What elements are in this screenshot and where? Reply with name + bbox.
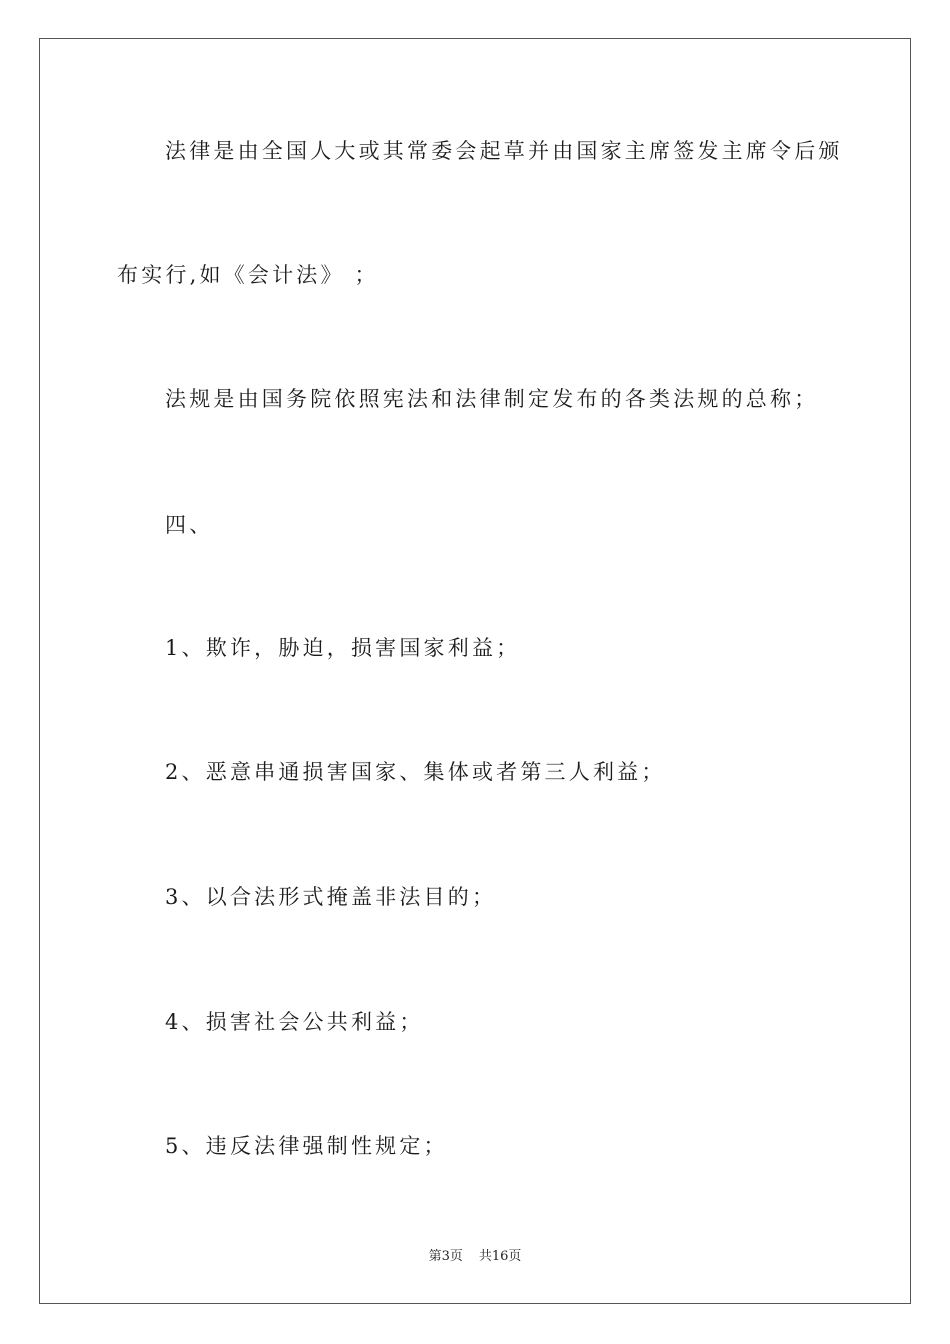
list-item-5: 5、违反法律强制性规定； — [165, 1134, 448, 1158]
page-number-total: 共16页 — [478, 1249, 522, 1264]
paragraph-line-1: 法律是由全国人大或其常委会起草并由国家主席签发主席令后颁 — [165, 139, 843, 163]
list-item-2: 2、恶意串通损害国家、集体或者第三人利益； — [165, 760, 666, 784]
section-heading: 四、 — [165, 513, 214, 537]
page-number-current: 第3页 — [428, 1249, 463, 1264]
page-border — [39, 38, 911, 1304]
paragraph-line-2: 布实行,如《会计法》 ； — [117, 263, 379, 287]
paragraph-line-3: 法规是由国务院依照宪法和法律制定发布的各类法规的总称； — [165, 387, 819, 411]
page-footer — [0, 1249, 950, 1265]
list-item-1: 1、欺诈，胁迫，损害国家利益； — [165, 636, 521, 660]
list-item-4: 4、损害社会公共利益； — [165, 1010, 424, 1034]
list-item-3: 3、以合法形式掩盖非法目的； — [165, 885, 497, 909]
